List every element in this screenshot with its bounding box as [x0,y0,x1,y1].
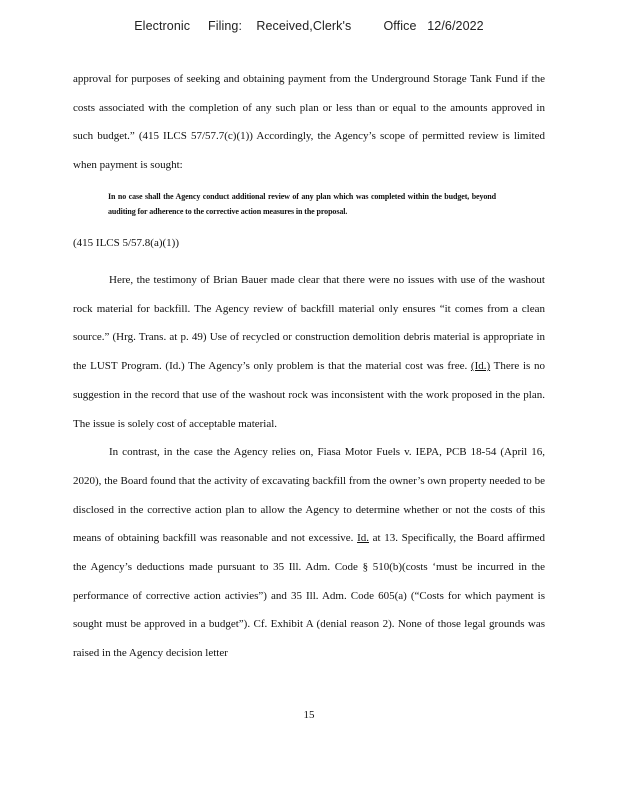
paragraph-in-contrast-text: In contrast, in the case the Agency relies on, Fiasa Motor Fuels v. IEPA, PCB 18-54 (April 16, 2020), the Board found that the activity of excavating backfill from the owner’s own property needed to be disclosed in the corrective action plan to allow the Agency to determine whether or not the costs of this means of obtaining backfill was reasonable and not excessive. [73,446,545,545]
paragraph-budget-approval: approval for purposes of seeking and obtaining payment from the Underground Storage Tank Fund if the costs associated with the completion of any such plan or less than or equal to the amounts approved in such budget.” (415 ILCS 57/57.7(c)(1)) Accordingly, the Agency’s scope of permitted review is limited when payment is sought: [73,73,545,172]
document-body-main [73,266,545,668]
block-quote: In no case shall the Agency conduct additional review of any plan which was completed within the budget, beyond auditing for adherence to the corrective action measures in the proposal. [108,192,496,216]
page-number: 15 [303,709,315,721]
id-citation: Id. [357,532,369,545]
document-body-top [73,65,545,180]
electronic-filing-header: Electronic Filing: Received,Clerk's Office 12/6/2022 [134,19,484,33]
block-quote-citation: (415 ILCS 5/57.8(a)(1)) [73,237,180,249]
paragraph-testimony-continuation: There is no suggestion in the record that use of the washout rock was inconsistent with the work proposed in the plan. The issue is solely cost of acceptable material. [73,360,546,430]
paragraph-in-contrast [73,438,545,668]
paragraph-testimony-text: Here, the testimony of Brian Bauer made clear that there were no issues with use of the washout rock material for backfill. The Agency review of backfill material only ensures “it comes from a clean source.” (Hrg. Trans. at p. 49) Use of recycled or construction demolition debris material is appropriate in the LUST Program. (Id.) The Agency’s only problem is that the material cost was free. [73,274,545,373]
paragraph-testimony [73,266,545,438]
id-citation: (Id.) [470,360,491,373]
paragraph-in-contrast-continuation: at 13. Specifically, the Board affirmed the Agency’s deductions made pursuant to 35 Ill. Adm. Code § 510(b)(costs ‘must be incurred in the performance of corrective action activies”) and 35 Ill. Adm. Code 605(a) (“Costs for which payment is sought must be approved in a budget”). Cf. Exhibit A (denial reason 2). None of those legal grounds was raised in the Agency decision letter [73,532,546,660]
